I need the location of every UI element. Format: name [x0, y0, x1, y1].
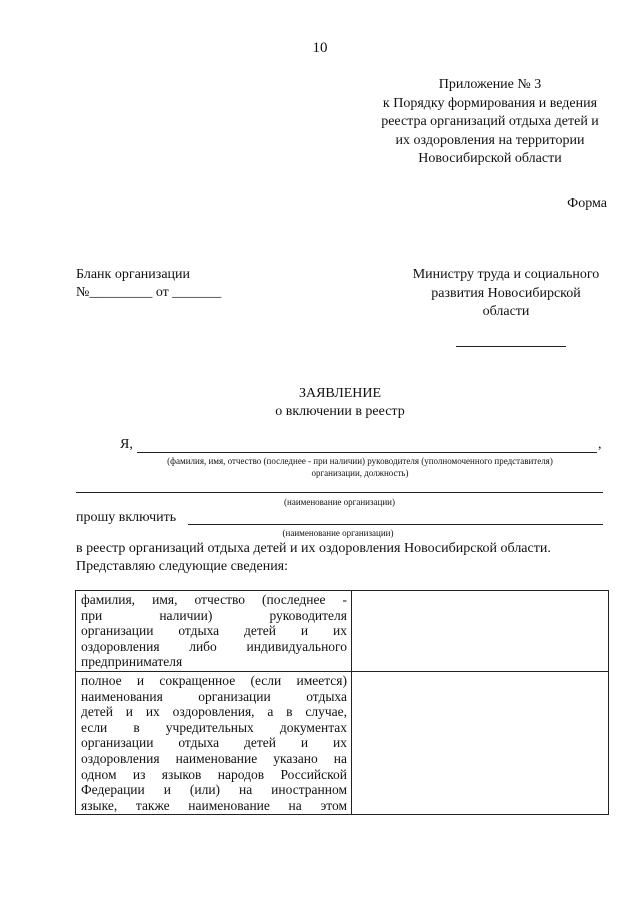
appendix-line: к Порядку формирования и ведения [382, 95, 598, 111]
request-org-field[interactable] [188, 524, 603, 525]
statement-title: ЗАЯВЛЕНИЕ [298, 386, 382, 401]
table-value-cell[interactable] [352, 591, 609, 672]
addressee-line: области [482, 304, 530, 319]
blank-title: Бланк организации [76, 267, 191, 282]
body-text-line: в реестр организаций отдыха детей и их оздоровления Новосибирской области. [76, 541, 551, 556]
form-label: Форма [567, 196, 607, 211]
request-prefix: прошу включить [76, 510, 177, 525]
table-row [76, 671, 609, 814]
appendix-line: реестра организаций отдыха детей и [381, 114, 599, 129]
table-label-cell: полное и сокращенное (если имеется) наименования организации отдыха детей и их оздоровления, а в случае, если в учредительных документах организации отдыха детей и их оздоровления наименование указано на одном из языков народов Российской Федерации и (или) на иностранном языке, также наименование на этом [76, 671, 352, 814]
applicant-prefix: Я, [120, 437, 133, 452]
appendix-line: Новосибирской области [418, 151, 562, 166]
addressee-line: Министру труда и социального [412, 267, 600, 282]
table-row [76, 591, 609, 672]
signature-line[interactable] [456, 346, 566, 347]
blank-number-line: №_________ от _______ [76, 285, 222, 300]
applicant-name-field[interactable] [137, 452, 597, 453]
page-number: 10 [312, 40, 328, 56]
statement-subtitle: о включении в реестр [275, 404, 405, 419]
applicant-org-field[interactable] [76, 492, 603, 493]
body-text [76, 540, 616, 576]
applicant-org-caption: (наименование организации) [284, 497, 395, 507]
table-label-cell: фамилия, имя, отчество (последнее - при наличии) руководителя организации отдыха детей и их оздоровления либо индивидуального предпринимателя [76, 591, 352, 672]
request-caption: (наименование организации) [282, 528, 394, 538]
appendix-line: их оздоровления на территории [395, 132, 585, 148]
info-table [75, 590, 609, 815]
applicant-suffix: , [598, 437, 602, 452]
addressee-block [400, 266, 612, 322]
addressee-line: развития Новосибирской [431, 285, 581, 301]
applicant-caption: (фамилия, имя, отчество (последнее - при наличии) руководителя (уполномоченного представителя) организации, должность) [167, 456, 553, 478]
body-text-line: Представляю следующие сведения: [76, 559, 289, 574]
table-value-cell[interactable] [352, 671, 609, 814]
appendix-line: Приложение № 3 [438, 77, 542, 92]
organization-blank [76, 266, 221, 302]
appendix-header [355, 76, 625, 169]
